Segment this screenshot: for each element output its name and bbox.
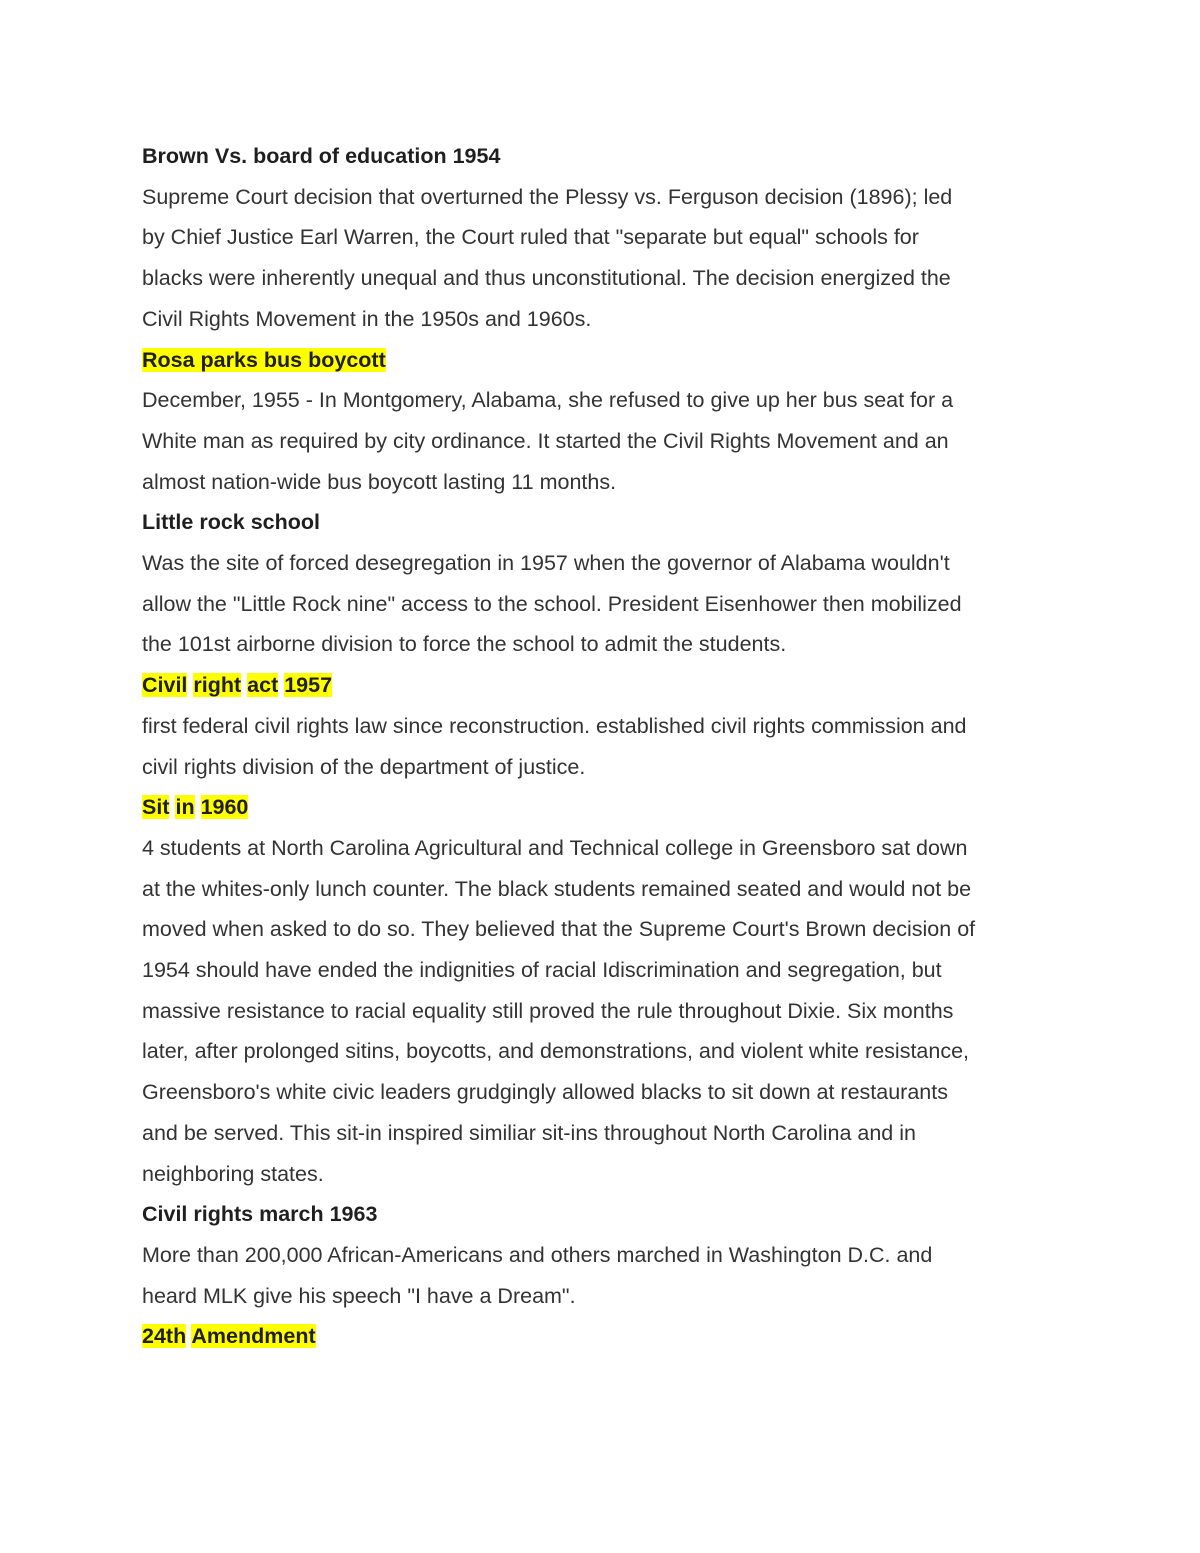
paragraph-line: 1954 should have ended the indignities of racial Idiscrimination and segregation, but	[142, 958, 942, 983]
paragraph-line: moved when asked to do so. They believed that the Supreme Court's Brown decision of	[142, 917, 976, 942]
paragraph-line: heard MLK give his speech "I have a Dream".	[142, 1283, 576, 1308]
paragraph-line: allow the "Little Rock nine" access to the school. President Eisenhower then mobilized	[142, 591, 962, 616]
heading-word: Little rock school	[142, 510, 321, 535]
paragraph-line: first federal civil rights law since reconstruction. established civil rights commission and	[142, 713, 967, 738]
section-paragraph	[142, 828, 1062, 1194]
paragraph-line: More than 200,000 African-Americans and others marched in Washington D.C. and	[142, 1242, 933, 1267]
paragraph-line: almost nation-wide bus boycott lasting 11 months.	[142, 469, 617, 494]
paragraph-line: Greensboro's white civic leaders grudgingly allowed blacks to sit down at restaurants	[142, 1080, 948, 1105]
heading-word: in	[175, 795, 195, 820]
section-heading	[142, 136, 1062, 177]
section-heading	[142, 502, 1062, 543]
heading-word: Civil	[142, 673, 188, 698]
heading-word: Rosa parks bus boycott	[142, 347, 386, 372]
section-heading	[142, 787, 1062, 828]
heading-word: right	[193, 673, 242, 698]
section-paragraph	[142, 380, 1062, 502]
paragraph-line: 4 students at North Carolina Agricultural and Technical college in Greensboro sat down	[142, 835, 968, 860]
heading-word: Brown Vs. board of education 1954	[142, 144, 501, 168]
document-body	[142, 136, 1062, 1357]
section-paragraph	[142, 1235, 1062, 1316]
paragraph-line: the 101st airborne division to force the school to admit the students.	[142, 632, 787, 657]
section-heading	[142, 665, 1062, 706]
section-paragraph	[142, 177, 1062, 340]
paragraph-line: neighboring states.	[142, 1161, 324, 1186]
paragraph-line: and be served. This sit-in inspired similiar sit-ins throughout North Carolina and in	[142, 1120, 916, 1145]
heading-word: act	[247, 673, 279, 698]
heading-word: 24th	[142, 1324, 187, 1349]
section-paragraph	[142, 706, 1062, 787]
paragraph-line: civil rights division of the department of justice.	[142, 754, 586, 779]
heading-word: Sit	[142, 795, 170, 820]
section-heading	[142, 340, 1062, 381]
section-paragraph	[142, 543, 1062, 665]
paragraph-line: later, after prolonged sitins, boycotts, and demonstrations, and violent white resistance,	[142, 1039, 970, 1064]
section-heading	[142, 1316, 1062, 1357]
paragraph-line: White man as required by city ordinance. It started the Civil Rights Movement and an	[142, 428, 949, 453]
paragraph-line: blacks were inherently unequal and thus unconstitutional. The decision energized the	[142, 266, 951, 291]
paragraph-line: Civil Rights Movement in the 1950s and 1960s.	[142, 306, 592, 331]
paragraph-line: Supreme Court decision that overturned the Plessy vs. Ferguson decision (1896); led	[142, 184, 953, 209]
heading-word: Amendment	[191, 1324, 316, 1349]
paragraph-line: Was the site of forced desegregation in 1957 when the governor of Alabama wouldn't	[142, 551, 950, 576]
section-heading	[142, 1194, 1062, 1235]
heading-word: Civil rights march 1963	[142, 1202, 378, 1227]
paragraph-line: by Chief Justice Earl Warren, the Court ruled that "separate but equal" schools for	[142, 225, 919, 250]
paragraph-line: at the whites-only lunch counter. The black students remained seated and would not be	[142, 876, 972, 901]
paragraph-line: December, 1955 - In Montgomery, Alabama, she refused to give up her bus seat for a	[142, 388, 954, 413]
paragraph-line: massive resistance to racial equality still proved the rule throughout Dixie. Six months	[142, 998, 954, 1023]
heading-word: 1960	[200, 795, 249, 820]
heading-word: 1957	[284, 673, 333, 698]
